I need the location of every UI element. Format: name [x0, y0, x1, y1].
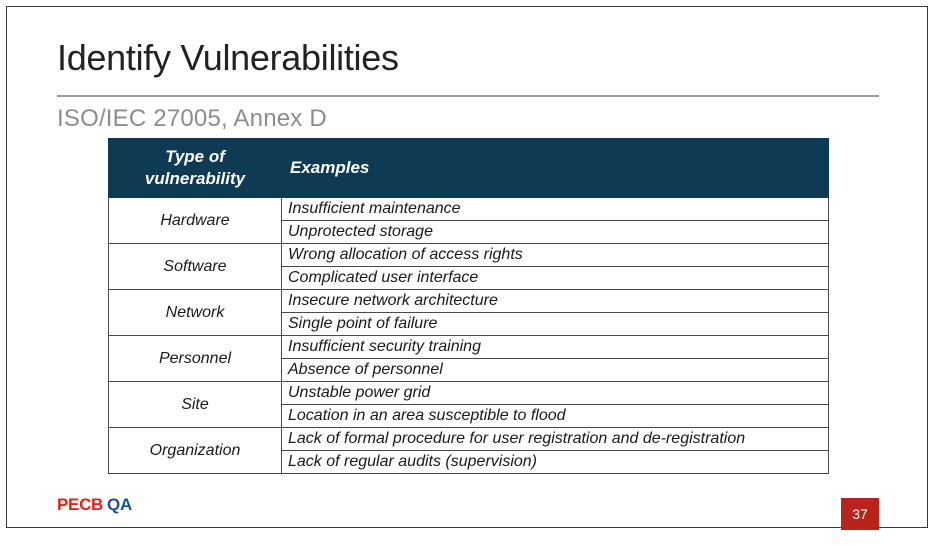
vuln-type-cell: Hardware [109, 198, 282, 244]
example-cell: Wrong allocation of access rights [282, 244, 829, 267]
slide [6, 6, 928, 528]
slide-subtitle: ISO/IEC 27005, Annex D [57, 105, 327, 132]
example-cell: Absence of personnel [282, 359, 829, 382]
table-row [109, 336, 829, 359]
logo-primary-text: PECB [57, 495, 104, 514]
table-row [109, 198, 829, 221]
example-cell: Lack of regular audits (supervision) [282, 451, 829, 474]
example-cell: Insecure network architecture [282, 290, 829, 313]
example-cell: Insufficient security training [282, 336, 829, 359]
vuln-type-cell: Personnel [109, 336, 282, 382]
example-cell: Insufficient maintenance [282, 198, 829, 221]
vuln-type-cell: Network [109, 290, 282, 336]
example-cell: Location in an area susceptible to flood [282, 405, 829, 428]
example-cell: Lack of formal procedure for user registration and de-registration [282, 428, 829, 451]
pecb-logo [57, 495, 132, 515]
vuln-type-cell: Site [109, 382, 282, 428]
table-header-row [109, 139, 829, 198]
title-divider [57, 95, 879, 97]
header-examples: Examples [282, 139, 829, 198]
example-cell: Single point of failure [282, 313, 829, 336]
table-row [109, 382, 829, 405]
example-cell: Complicated user interface [282, 267, 829, 290]
page-number-badge: 37 [841, 498, 879, 530]
header-type: Type of vulnerability [109, 139, 282, 198]
vuln-type-cell: Software [109, 244, 282, 290]
example-cell: Unprotected storage [282, 221, 829, 244]
slide-title: Identify Vulnerabilities [57, 37, 399, 78]
vuln-type-cell: Organization [109, 428, 282, 474]
logo-secondary-text: QA [107, 495, 132, 514]
table-row [109, 428, 829, 451]
example-cell: Unstable power grid [282, 382, 829, 405]
vulnerability-table [108, 138, 829, 474]
table-row [109, 290, 829, 313]
table-row [109, 244, 829, 267]
